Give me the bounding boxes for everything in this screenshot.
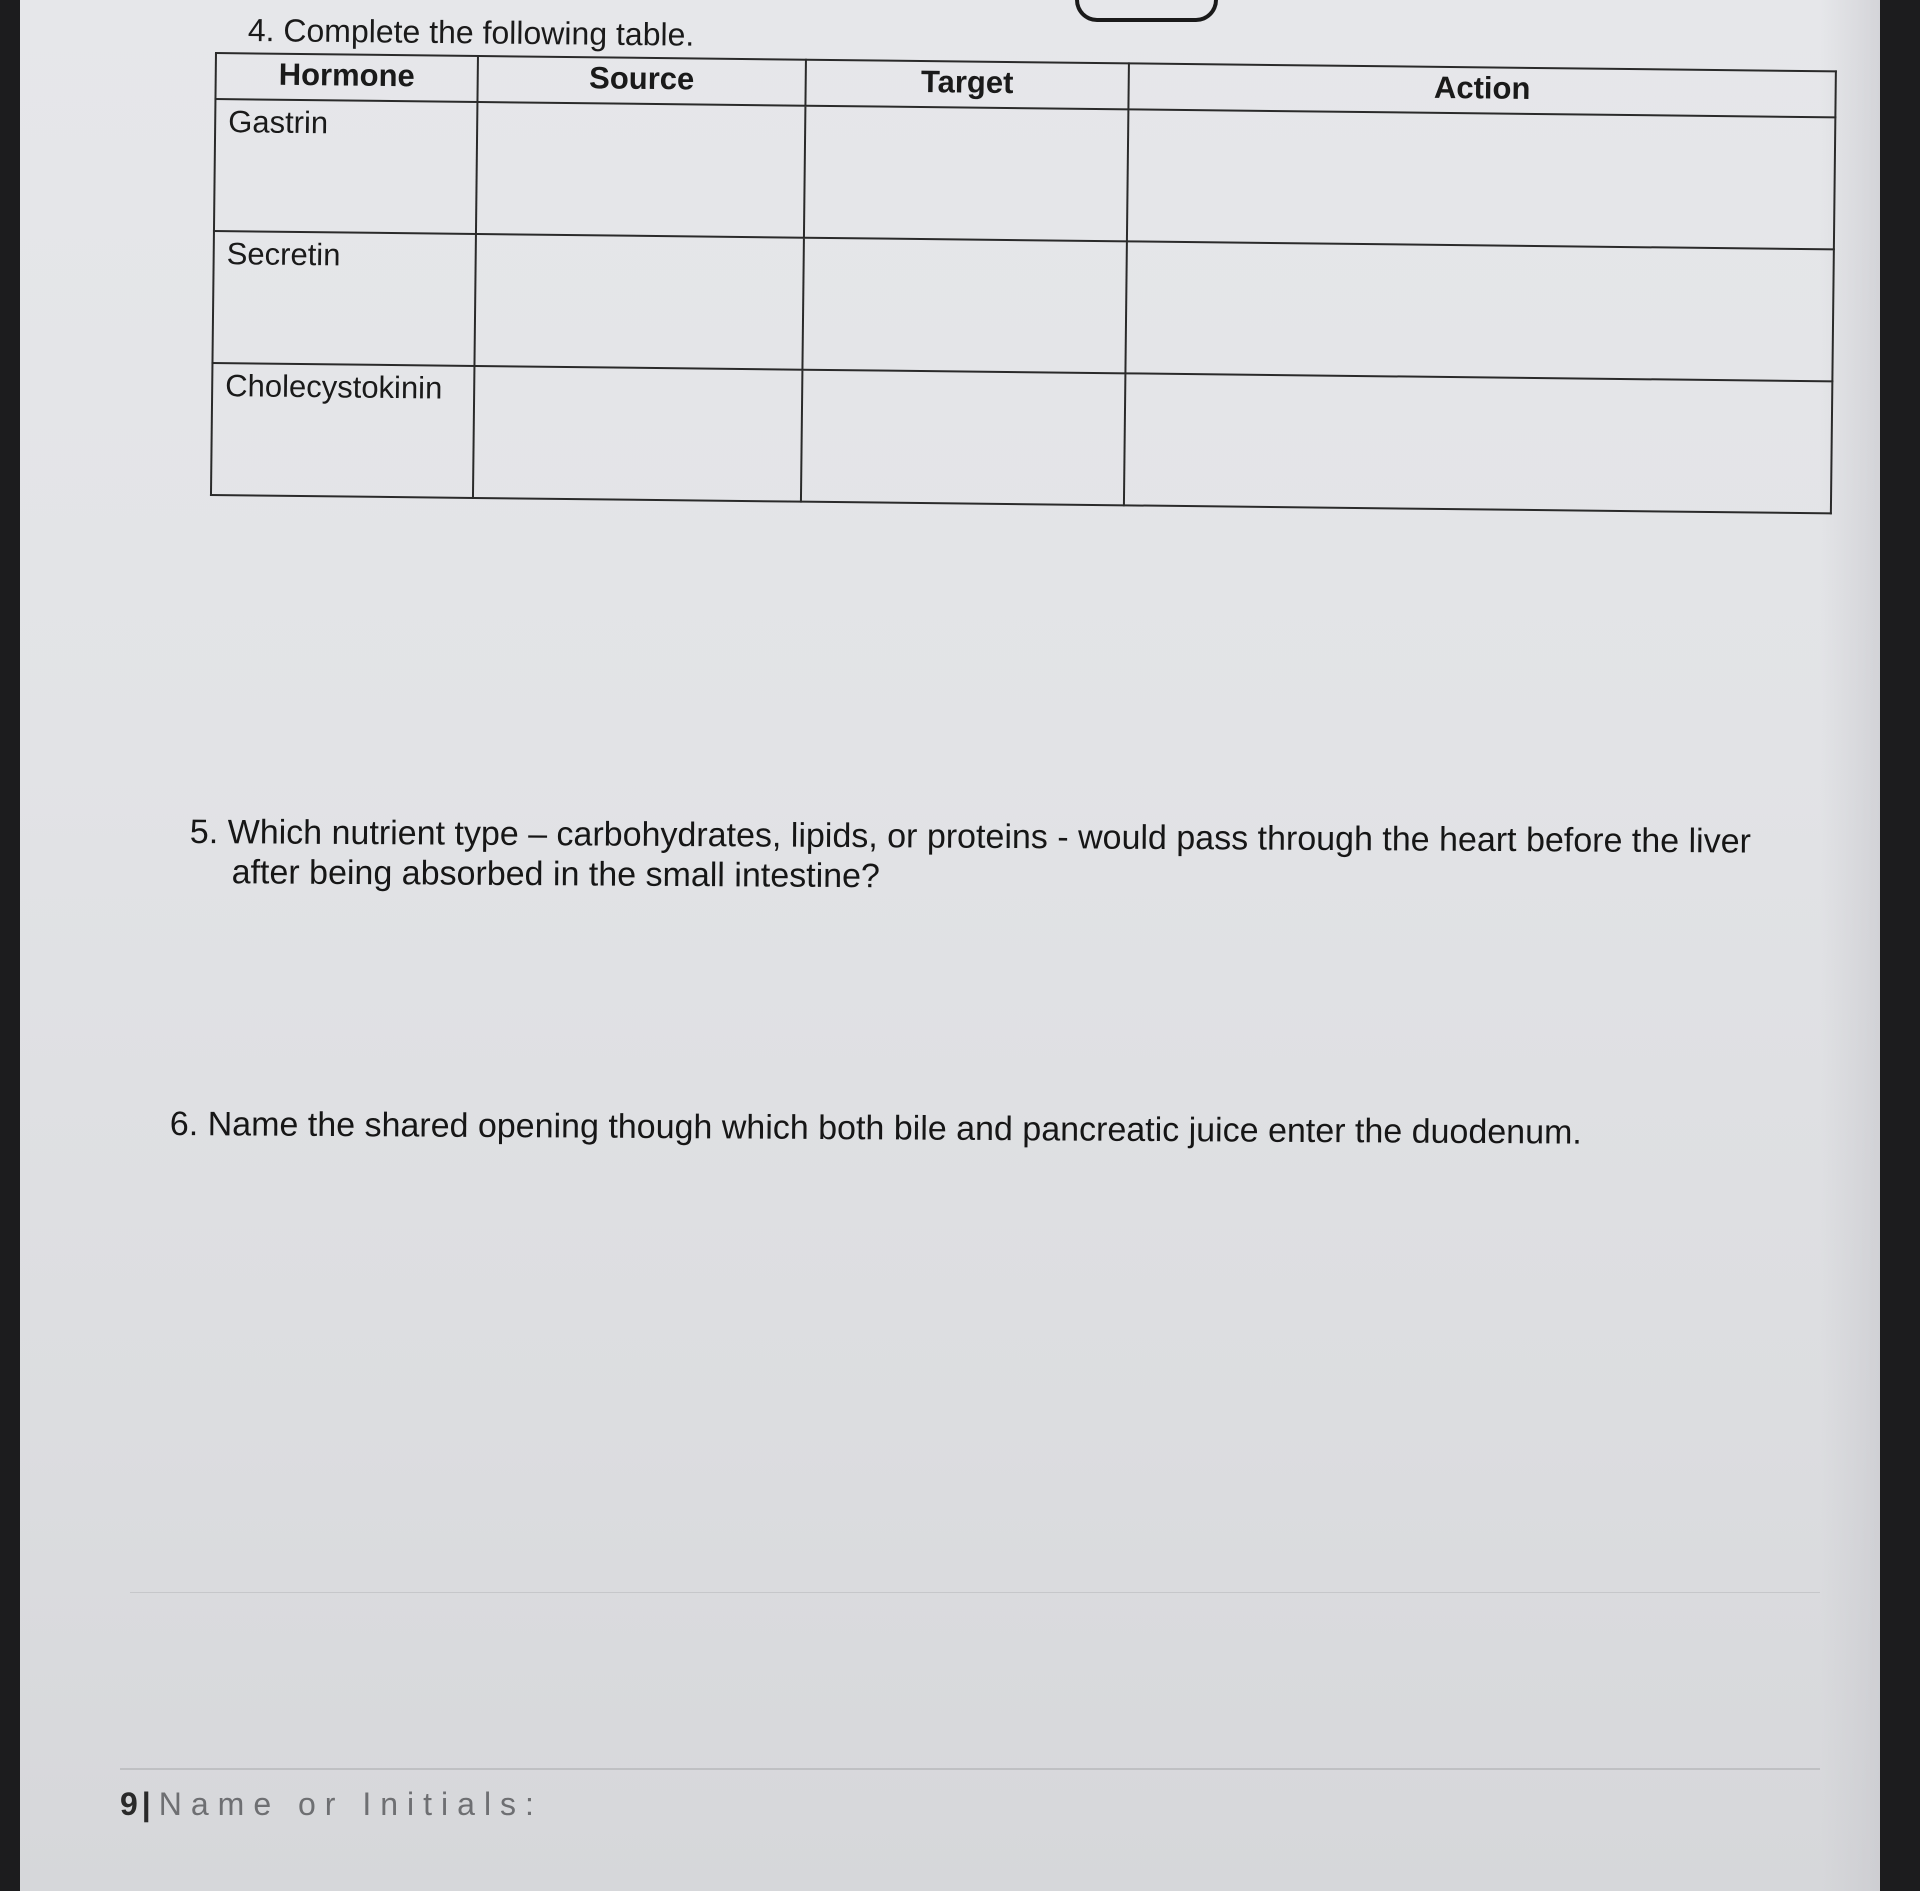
- divider-line: [130, 1592, 1820, 1593]
- target-answer-cell[interactable]: [804, 106, 1128, 242]
- hormone-name-cell: Gastrin: [214, 99, 477, 234]
- source-answer-cell[interactable]: [474, 234, 803, 370]
- target-answer-cell[interactable]: [802, 238, 1126, 374]
- column-header-source: Source: [477, 56, 806, 106]
- target-answer-cell[interactable]: [801, 370, 1125, 506]
- source-answer-cell[interactable]: [473, 366, 802, 502]
- hormone-table: [210, 52, 1837, 514]
- source-answer-cell[interactable]: [476, 102, 805, 238]
- page-number: 9: [120, 1786, 138, 1822]
- question-4-heading: 4. Complete the following table.: [247, 12, 695, 53]
- table-row-secretin: [212, 231, 1833, 381]
- ink-mark: [1075, 0, 1218, 22]
- hormone-name-cell: Secretin: [212, 231, 475, 366]
- hormone-name-cell: Cholecystokinin: [211, 363, 474, 498]
- question-5-text: 5. Which nutrient type – carbohydrates, lipids, or proteins - would pass through the heart before the liver after being absorbed in the small intestine?: [189, 813, 1752, 896]
- action-answer-cell[interactable]: [1125, 241, 1833, 381]
- footer-separator: |: [141, 1786, 151, 1822]
- footer-divider-line: [120, 1768, 1820, 1770]
- name-or-initials-label: Name or Initials:: [158, 1786, 543, 1822]
- column-header-hormone: Hormone: [215, 53, 478, 102]
- table-row-cholecystokinin: [211, 363, 1832, 513]
- page-footer: [120, 1786, 543, 1823]
- question-6-text: 6. Name the shared opening though which both bile and pancreatic juice enter the duodenum.: [169, 1105, 1582, 1152]
- action-answer-cell[interactable]: [1127, 109, 1835, 249]
- column-header-action: Action: [1128, 63, 1835, 117]
- action-answer-cell[interactable]: [1124, 373, 1832, 513]
- hormone-table-container: [210, 52, 1835, 514]
- table-row-gastrin: [214, 99, 1835, 249]
- column-header-target: Target: [805, 60, 1129, 110]
